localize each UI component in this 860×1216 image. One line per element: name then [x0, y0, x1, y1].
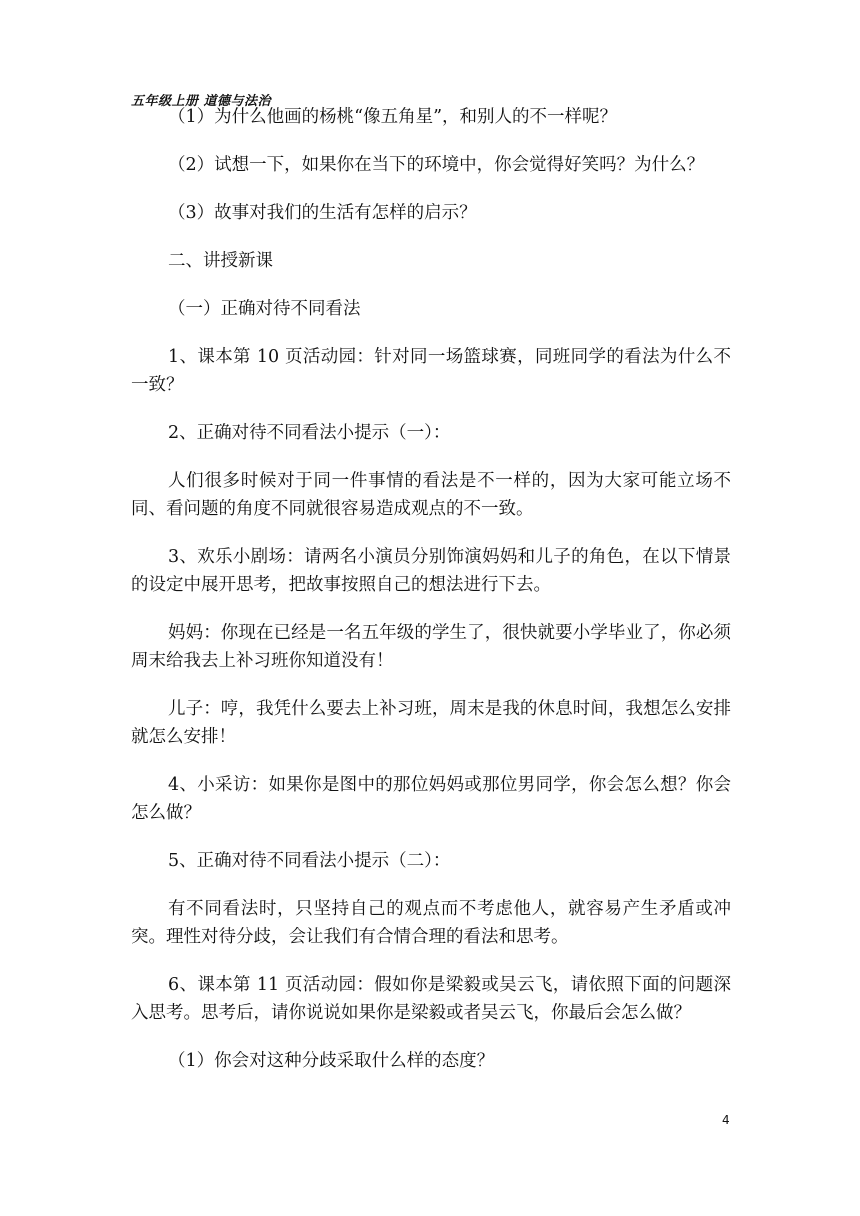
- subsection-heading-1: （一）正确对待不同看法: [168, 299, 361, 319]
- paragraph-question-2: （2）试想一下，如果你在当下的环境中，你会觉得好笑吗？为什么？: [168, 155, 705, 175]
- page-header: 五年级上册 道德与法治: [131, 94, 272, 109]
- paragraph-item-2: 2、正确对待不同看法小提示（一）：: [168, 423, 451, 443]
- paragraph-dialogue-son: 儿子：哼，我凭什么要去上补习班，周末是我的休息时间，我想怎么安排就怎么安排！: [131, 699, 731, 747]
- paragraph-subquestion-1: （1）你会对这种分歧采取什么样的态度？: [168, 1051, 495, 1071]
- section-heading-new-lesson: 二、讲授新课: [168, 251, 273, 271]
- paragraph-dialogue-mother: 妈妈：你现在已经是一名五年级的学生了，很快就要小学毕业了，你必须周末给我去上补习班你知道没有！: [131, 623, 731, 671]
- paragraph-item-1: 1、课本第 10 页活动园：针对同一场篮球赛，同班同学的看法为什么不一致？: [131, 347, 731, 395]
- body-text: [131, 103, 731, 1095]
- paragraph-item-4: 4、小采访：如果你是图中的那位妈妈或那位男同学，你会怎么想？你会怎么做？: [131, 775, 731, 823]
- paragraph-item-3: 3、欢乐小剧场：请两名小演员分别饰演妈妈和儿子的角色，在以下情景的设定中展开思考，把故事按照自己的想法进行下去。: [131, 547, 731, 595]
- paragraph-item-6: 6、课本第 11 页活动园：假如你是梁毅或吴云飞，请依照下面的问题深入思考。思考后，请你说说如果你是梁毅或者吴云飞，你最后会怎么做？: [131, 975, 731, 1023]
- page-number: 4: [722, 1113, 730, 1127]
- paragraph-tip-1: 人们很多时候对于同一件事情的看法是不一样的，因为大家可能立场不同、看问题的角度不同就很容易造成观点的不一致。: [131, 471, 731, 519]
- paragraph-question-3: （3）故事对我们的生活有怎样的启示？: [168, 203, 477, 223]
- paragraph-question-1: （1）为什么他画的杨桃“像五角星”，和别人的不一样呢？: [168, 107, 618, 127]
- paragraph-tip-2: 有不同看法时，只坚持自己的观点而不考虑他人，就容易产生矛盾或冲突。理性对待分歧，会让我们有合情合理的看法和思考。: [131, 899, 731, 947]
- paragraph-item-5: 5、正确对待不同看法小提示（二）：: [168, 851, 451, 871]
